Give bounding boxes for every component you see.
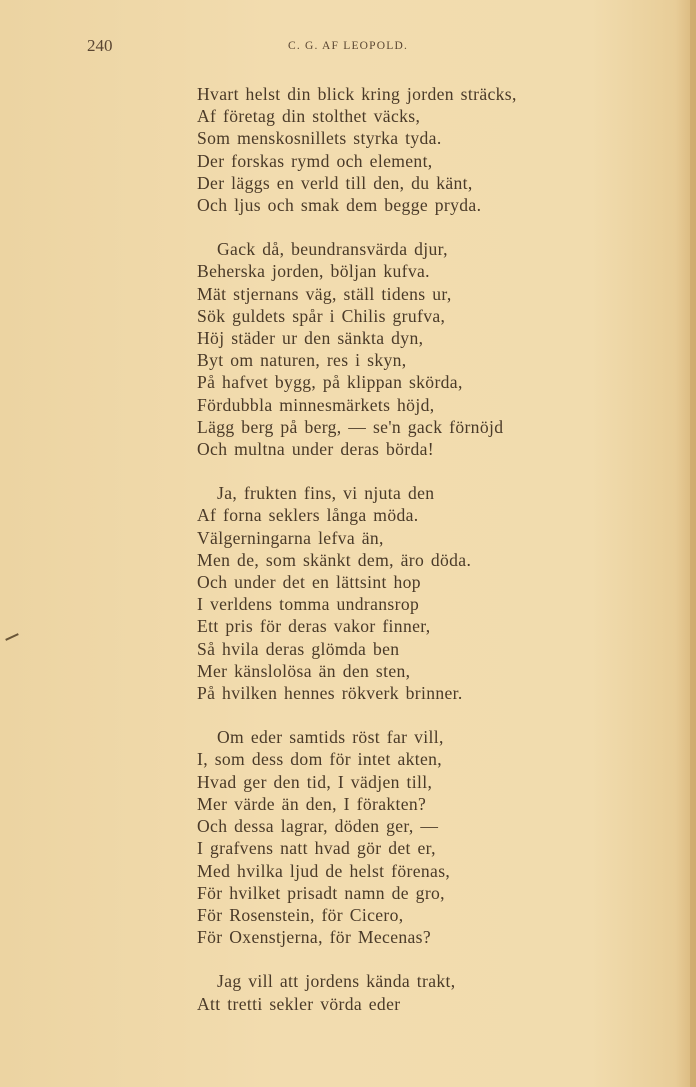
poem-line: Som menskosnillets styrka tyda. xyxy=(197,128,442,149)
running-head: C. G. AF LEOPOLD. xyxy=(288,40,409,52)
poem-line: Ja, frukten fins, vi njuta den xyxy=(217,483,435,504)
poem-line: För Rosenstein, för Cicero, xyxy=(197,904,404,925)
poem-line: Lägg berg på berg, — se'n gack förnöjd xyxy=(197,416,504,437)
poem-line: Ett pris för deras vakor finner, xyxy=(197,616,431,637)
poem-line: Att tretti sekler vörda eder xyxy=(197,993,401,1014)
page-edge xyxy=(690,0,696,1087)
poem-line: I verldens tomma undransrop xyxy=(197,594,420,615)
poem-line: Om eder samtids röst far vill, xyxy=(217,727,444,748)
poem-line: Byt om naturen, res i skyn, xyxy=(197,350,407,371)
poem-body xyxy=(197,83,517,1037)
stanza xyxy=(197,970,517,1014)
stanza xyxy=(197,482,517,704)
poem-line: Och multna under deras börda! xyxy=(197,439,435,460)
poem-line: Mer värde än den, I förakten? xyxy=(197,793,427,814)
poem-line: Fördubbla minnesmärkets höjd, xyxy=(197,394,435,415)
poem-line: Af företag din stolthet väcks, xyxy=(197,106,421,127)
poem-line: För Oxenstjerna, för Mecenas? xyxy=(197,927,432,948)
poem-line: I, som dess dom för intet akten, xyxy=(197,749,443,770)
poem-line: På hafvet bygg, på klippan skörda, xyxy=(197,372,463,393)
poem-line: Välgerningarna lefva än, xyxy=(197,527,384,548)
stanza xyxy=(197,238,517,460)
poem-line: Med hvilka ljud de helst förenas, xyxy=(197,860,451,881)
poem-line: För hvilket prisadt namn de gro, xyxy=(197,882,445,903)
poem-line: Mät stjernans väg, ställ tidens ur, xyxy=(197,283,452,304)
poem-line: Hvart helst din blick kring jorden sträcks, xyxy=(197,84,517,104)
poem-line: Der forskas rymd och element, xyxy=(197,150,433,171)
poem-line: På hvilken hennes rökverk brinner. xyxy=(197,683,463,704)
page-number: 240 xyxy=(87,36,113,55)
poem-line: Mer känslolösa än den sten, xyxy=(197,660,411,681)
poem-line: Gack då, beundransvärda djur, xyxy=(217,239,448,260)
poem-line: Men de, som skänkt dem, äro döda. xyxy=(197,549,472,570)
poem-line: Så hvila deras glömda ben xyxy=(197,638,400,659)
poem-line: Der läggs en verld till den, du känt, xyxy=(197,172,473,193)
poem-line: Höj städer ur den sänkta dyn, xyxy=(197,328,424,349)
poem-line: Jag vill att jordens kända trakt, xyxy=(217,971,456,992)
poem-line: Och under det en lättsint hop xyxy=(197,572,421,593)
poem-line: Sök guldets spår i Chilis grufva, xyxy=(197,305,446,326)
poem-line: Och dessa lagrar, döden ger, — xyxy=(197,816,439,837)
poem-line: Och ljus och smak dem begge pryda. xyxy=(197,195,482,216)
stanza xyxy=(197,726,517,948)
margin-mark xyxy=(5,633,19,641)
poem-line: Hvad ger den tid, I vädjen till, xyxy=(197,771,433,792)
stanza xyxy=(197,83,517,216)
poem-line: I grafvens natt hvad gör det er, xyxy=(197,838,436,859)
poem-line: Beherska jorden, böljan kufva. xyxy=(197,261,430,282)
poem-line: Af forna seklers långa möda. xyxy=(197,505,419,526)
